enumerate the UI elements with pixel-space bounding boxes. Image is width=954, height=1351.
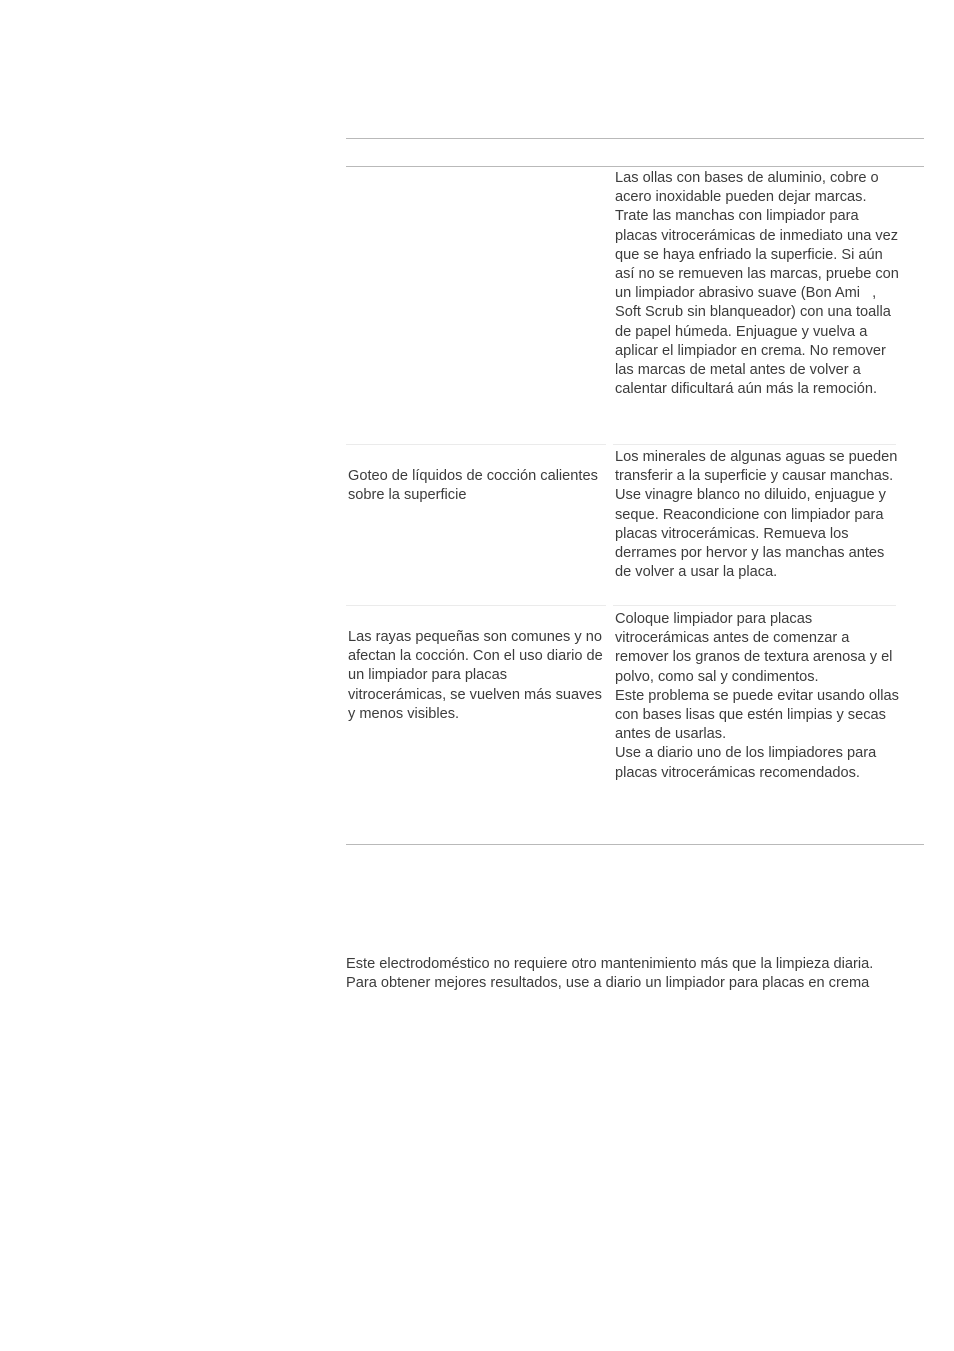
solution-cell <box>615 169 901 399</box>
row-separator <box>613 444 896 445</box>
maintenance-line: Para obtener mejores resultados, use a diario un limpiador para placas en crema <box>346 975 870 991</box>
solution-text: Use a diario uno de los limpiadores para placas vitrocerámicas recomendados. <box>615 745 877 781</box>
cause-text: Goteo de líquidos de cocción calientes sobre la superficie <box>348 468 598 504</box>
row-separator <box>346 605 606 606</box>
maintenance-line: Este electrodoméstico no requiere otro mantenimiento más que la limpieza diaria. <box>346 956 874 972</box>
solution-text: Los minerales de algunas aguas se pueden transferir a la superficie y causar manchas. Use vinagre blanco no diluido, enjuague y seque. Reacondicione con limpiador para placas vitrocerámicas. Remueva los derrames por hervor y las manchas antes de volver a usar la placa. <box>615 449 898 581</box>
rule-top <box>346 138 924 139</box>
solution-text: Las ollas con bases de aluminio, cobre o acero inoxidable pueden dejar marcas. Trate las manchas con limpiador para placas vitrocerámicas de inmediato una vez que se haya enfriado la superficie. Si aún así no se remueven las marcas, pruebe con un limpiador abrasivo suave (Bon Ami , Soft Scrub sin blanqueador) con una toalla de papel húmeda. Enjuague y vuelva a aplicar el limpiador en crema. No remover las marcas de metal antes de volver a calentar dificultará aún más la remoción. <box>615 170 903 398</box>
row-separator <box>613 605 896 606</box>
solution-text: Este problema se puede evitar usando ollas con bases lisas que estén limpias y secas antes de usarlas. <box>615 687 899 743</box>
cause-cell <box>348 467 604 505</box>
rule-table-header <box>346 166 924 167</box>
rule-table-bottom <box>346 844 924 845</box>
row-separator <box>346 444 606 445</box>
cause-cell <box>348 628 604 724</box>
solution-text: Coloque limpiador para placas vitrocerámicas antes de comenzar a remover los granos de textura arenosa y el polvo, como sal y condimentos. <box>615 611 893 685</box>
cause-text: Las rayas pequeñas son comunes y no afectan la cocción. Con el uso diario de un limpiador para placas vitrocerámicas, se vuelven más suaves y menos visibles. <box>348 629 603 722</box>
solution-cell <box>615 610 901 783</box>
solution-cell <box>615 448 901 582</box>
